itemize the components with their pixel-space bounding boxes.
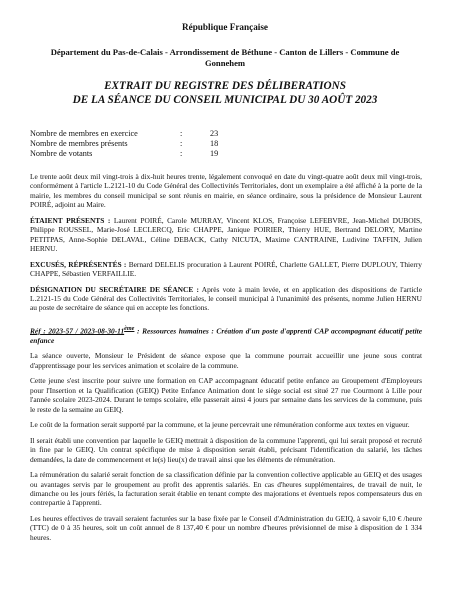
body-paragraph: Les heures effectives de travail seraient facturées sur la base fixée par le Conseil d'Administration du GEIQ, à savoir 6,10 € /heure (TTC) de 0 à 35 heures, soit un coût annuel de 8 137,40 € pour un nombre d'heures prévisionnel de mise à disposition de 1 334 heures. [30, 513, 422, 542]
department-header: Département du Pas-de-Calais - Arrondissement de Béthune - Canton de Lillers - Commune de Gonnehem [50, 47, 400, 68]
secretary-text: Après vote à main levée, et en application des dispositions de l'article L.2121-15 du Code Général des Collectivités Territoriales, le conseil municipal à l'unanimité des présents, nomme Julien HERNU au poste de secrétaire de séance qui en accepte les fonctions. [30, 284, 422, 313]
body-paragraph: La rémunération du salarié serait fonction de sa classification définie par la convention collective applicable au GEIQ et des usages ou avantages servis par le groupement au profit des apprentis salariés. En cas d'heures supplémentaires, de travail de nuit, le dimanche ou les jours fériés, la facturation serait établie en tenant compte des majorations et éventuels repos compensateurs dus en contrepartie à l'apprenti. [30, 470, 422, 508]
intro-paragraph: Le trente août deux mil vingt-trois à dix-huit heures trente, légalement convoqué en date du vingt-quatre août deux mil vingt-trois, conformément à l'article L.2121-10 du Code Général des Collectivités Territoriales, dont un exemplaire a été affiché à la porte de la mairie, les membres du conseil municipal se sont réunis en mairie, en séance ordinaire, sous la présidence de Monsieur Laurent POIRÉ, adjoint au Maire. [30, 172, 422, 210]
members-label: Nombre de votants [30, 149, 93, 159]
deliberation-reference [30, 325, 422, 345]
body-paragraph: Cette jeune s'est inscrite pour suivre une formation en CAP accompagnant éducatif petite enfance au Groupement d'Employeurs pour l'Insertion et la Qualification (GEIQ) Petite Enfance Animation dont le siège social est situé 27 rue Courmont à Lille pour l'année scolaire 2023-2024. Durant le temps scolaire, elle passerait ainsi 4 jours par semaine dans les services de la commune, puis le reste de la semaine au GEIQ. [30, 376, 422, 414]
body-paragraph: Il serait établi une convention par laquelle le GEIQ mettrait à disposition de la commune l'apprenti, qui lui serait proposé et recruté in fine par le GEIQ. Un contrat spécifique de mise à disposition serait établi, précisant l'identification du salarié, les tâches demandées, la date de commencement et le(s) lieu(x) de travail ainsi que les éléments de rémunération. [30, 435, 422, 464]
secretary-label: DÉSIGNATION DU SECRÉTAIRE DE SÉANCE : [30, 284, 199, 294]
title-line-2: DE LA SÉANCE DU CONSEIL MUNICIPAL DU 30 AOÛT 2023 [72, 94, 378, 106]
body-paragraph: Le coût de la formation serait supporté par la commune, et la jeune percevrait une rémunération conforme aux textes en vigueur. [30, 420, 410, 430]
colon: : [180, 149, 183, 159]
members-label: Nombre de membres présents [30, 139, 128, 149]
members-value: 18 [210, 139, 219, 149]
document-title [30, 79, 420, 107]
colon: : [180, 139, 183, 149]
title-line-1: EXTRAIT DU REGISTRE DES DÉLIBERATIONS [104, 80, 346, 92]
members-label: Nombre de membres en exercice [30, 129, 138, 138]
colon: : [180, 129, 183, 138]
excuses-paragraph [30, 260, 422, 279]
country-header: République Française [181, 22, 268, 32]
secretary-paragraph [30, 285, 422, 313]
reference-label: Réf [30, 326, 41, 336]
presents-paragraph [30, 216, 422, 254]
excuses-label: EXCUSÉS, RÉPRÉSENTÉS : [30, 259, 127, 269]
members-table [30, 129, 230, 160]
reference-superscript: ème [124, 325, 135, 332]
presents-text: Laurent POIRÉ, Carole MURRAY, Vincent KLOS, Françoise LEFEBVRE, Jean-Michel DUBOIS, Philippe ROUSSEL, Marie-José LECLERCQ, Eric CHAPPE, Janique POIRIER, Thierry HUE, Bertrand DELORY, Martine PETITPAS, Anne-Sophie DELAVAL, Céline DEBACK, Cathy NICUTA, Maxime CANTRAINE, Ludivine TAFFIN, Julien HERNU. [30, 215, 423, 254]
reference-code: : 2023-57 / 2023-08-30-11 [40, 326, 125, 336]
reference-subject: : Ressources humaines : Création d'un poste d'apprenti CAP accompagnant éducatif petite enfance [30, 326, 422, 345]
members-row [30, 139, 230, 149]
document-body [30, 172, 422, 548]
members-value: 23 [210, 129, 219, 138]
presents-label: ÉTAIENT PRÉSENTS : [30, 215, 111, 225]
members-row [30, 129, 230, 139]
body-paragraph: La séance ouverte, Monsieur le Président de séance expose que la commune pourrait accueillir une jeune sous contrat d'apprentissage pour les services animation et scolaire de la commune. [30, 351, 422, 370]
excuses-text: Bernard DELELIS procuration à Laurent POIRÉ, Charlette GALLET, Pierre DUPLOUY, Thierry CHAPPE, Sébastien VERFAILLIE. [30, 259, 422, 279]
members-value: 19 [210, 149, 219, 159]
members-row [30, 149, 230, 159]
